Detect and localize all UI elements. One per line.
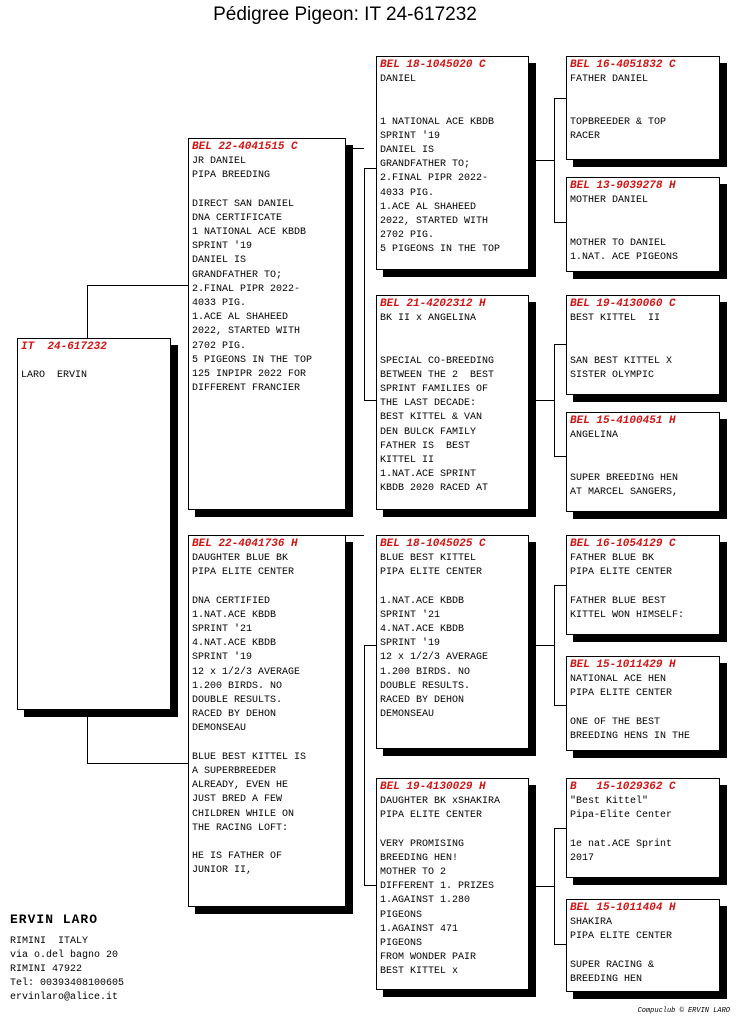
ring-number: BEL 18-1045020 C [380, 59, 486, 71]
connector [536, 886, 554, 887]
connector [87, 763, 189, 764]
owner-info [10, 912, 124, 1005]
ring-number: BEL 15-4100451 H [570, 415, 676, 427]
pigeon-notes: FATHER DANIEL TOPBREEDER & TOP RACER [570, 74, 667, 142]
pigeon-card-fm-father [566, 295, 720, 395]
ring-number: IT 24-617232 [21, 341, 107, 353]
pigeon-card-father [188, 138, 346, 510]
pigeon-card-father-father [376, 56, 529, 270]
pigeon-notes: JR DANIEL PIPA BREEDING DIRECT SAN DANIEL DNA CERTIFICATE 1 NATIONAL ACE KBDB SPRINT '19 DANIEL IS GRANDFATHER TO; 2.FINAL PIPR 2022- 4033 PIG. 1.ACE AL SHAHEED 2022, STARTED WITH 2702 PIG. 5 PIGEONS IN THE TOP 125 INPIPR 2022 FOR DIFFERENT FRANCIER [192, 156, 313, 395]
pigeon-card-father-mother [376, 295, 529, 510]
pigeon-card-mother-mother [376, 778, 529, 990]
ring-number: BEL 16-4051832 C [570, 59, 676, 71]
pigeon-card-ff-mother [566, 177, 720, 272]
pigeon-notes: LARO ERVIN [21, 370, 88, 382]
connector [554, 828, 555, 944]
ring-number: BEL 18-1045025 C [380, 538, 486, 550]
pigeon-card-ff-father [566, 56, 720, 160]
pigeon-card-subject [17, 338, 171, 710]
ring-number: BEL 15-1011404 H [570, 902, 676, 914]
connector [554, 98, 555, 222]
pigeon-card-mf-mother [566, 656, 720, 751]
connector [346, 535, 364, 536]
ring-number: BEL 21-4202312 H [380, 298, 486, 310]
owner-phone: Tel: 00393408100605 [10, 978, 125, 989]
owner-name: ERVIN LARO [10, 912, 99, 927]
footer-credit: Compuclub © ERVIN LARO [637, 1007, 730, 1015]
connector [87, 710, 88, 764]
owner-city: RIMINI 47922 [10, 964, 83, 975]
ring-number: BEL 22-4041736 H [192, 538, 298, 550]
ring-number: BEL 19-4130029 H [380, 781, 486, 793]
page-title: Pédigree Pigeon: IT 24-617232 [213, 4, 477, 25]
connector [364, 645, 365, 885]
ring-number: BEL 16-1054129 C [570, 538, 676, 550]
pigeon-card-mm-father [566, 778, 720, 878]
pigeon-notes: SHAKIRA PIPA ELITE CENTER SUPER RACING & BREEDING HEN [570, 917, 673, 985]
pigeon-notes: BLUE BEST KITTEL PIPA ELITE CENTER 1.NAT.ACE KBDB SPRINT '21 4.NAT.ACE KBDB SPRINT '19 12 x 1/2/3 AVERAGE 1.200 BIRDS. NO DOUBLE RESULTS. RACED BY DEHON DEMONSEAU [380, 553, 489, 721]
pigeon-notes: DANIEL 1 NATIONAL ACE KBDB SPRINT '19 DANIEL IS GRANDFATHER TO; 2.FINAL PIPR 2022- 4033 PIG. 1.ACE AL SHAHEED 2022, STARTED WITH 2702 PIG. 5 PIGEONS IN THE TOP [380, 74, 501, 256]
pigeon-card-mm-mother [566, 899, 720, 992]
connector [87, 285, 189, 286]
pigeon-card-mother-father [376, 535, 529, 749]
ring-number: BEL 15-1011429 H [570, 659, 676, 671]
pigeon-card-fm-mother [566, 412, 720, 512]
connector [554, 344, 555, 456]
owner-country: RIMINI ITALY [10, 936, 89, 947]
ring-number: BEL 22-4041515 C [192, 141, 298, 153]
pigeon-notes: BK II x ANGELINA SPECIAL CO-BREEDING BETWEEN THE 2 BEST SPRINT FAMILIES OF THE LAST DECADE: BEST KITTEL & VAN DEN BULCK FAMILY FATHER IS BEST KITTEL II 1.NAT.ACE SPRINT KBDB 2020 RACED AT [380, 313, 495, 495]
connector [536, 160, 554, 161]
connector [536, 400, 554, 401]
connector [536, 645, 554, 646]
owner-email: ervinlaro@alice.it [10, 992, 119, 1003]
pigeon-notes: BEST KITTEL II SAN BEST KITTEL X SISTER OLYMPIC [570, 313, 673, 381]
pigeon-notes: "Best Kittel" Pipa-Elite Center 1e nat.ACE Sprint 2017 [570, 796, 673, 864]
connector [346, 148, 364, 149]
pigeon-notes: NATIONAL ACE HEN PIPA ELITE CENTER ONE OF THE BEST BREEDING HENS IN THE [570, 674, 691, 742]
pigeon-card-mf-father [566, 535, 720, 635]
pigeon-notes: DAUGHTER BLUE BK PIPA ELITE CENTER DNA CERTIFIED 1.NAT.ACE KBDB SPRINT '21 4.NAT.ACE KBDB SPRINT '19 12 x 1/2/3 AVERAGE 1.200 BIRDS. NO DOUBLE RESULTS. RACED BY DEHON DEMONSEAU BLUE BEST KITTEL IS A SUPERBREEDER ALREADY, EVEN HE JUST BRED A FEW CHILDREN WHILE ON THE RACING LOFT: HE IS FATHER OF JUNIOR II, [192, 553, 307, 877]
connector [364, 168, 365, 284]
pigeon-notes: DAUGHTER BK xSHAKIRA PIPA ELITE CENTER VERY PROMISING BREEDING HEN! MOTHER TO 2 DIFFERENT 1. PRIZES 1.AGAINST 1.280 PIGEONS 1.AGAINST 471 PIGEONS FROM WONDER PAIR BEST KITTEL x [380, 796, 501, 978]
connector [87, 285, 88, 339]
ring-number: BEL 19-4130060 C [570, 298, 676, 310]
connector [364, 284, 365, 400]
ring-number: B 15-1029362 C [570, 781, 676, 793]
owner-street: via o.del bagno 20 [10, 950, 119, 961]
connector [554, 585, 555, 705]
pigeon-notes: FATHER BLUE BK PIPA ELITE CENTER FATHER BLUE BEST KITTEL WON HIMSELF: [570, 553, 685, 621]
ring-number: BEL 13-9039278 H [570, 180, 676, 192]
pigeon-card-mother [188, 535, 346, 907]
pigeon-notes: MOTHER DANIEL MOTHER TO DANIEL 1.NAT. ACE PIGEONS [570, 195, 679, 263]
pigeon-notes: ANGELINA SUPER BREEDING HEN AT MARCEL SANGERS, [570, 430, 679, 498]
